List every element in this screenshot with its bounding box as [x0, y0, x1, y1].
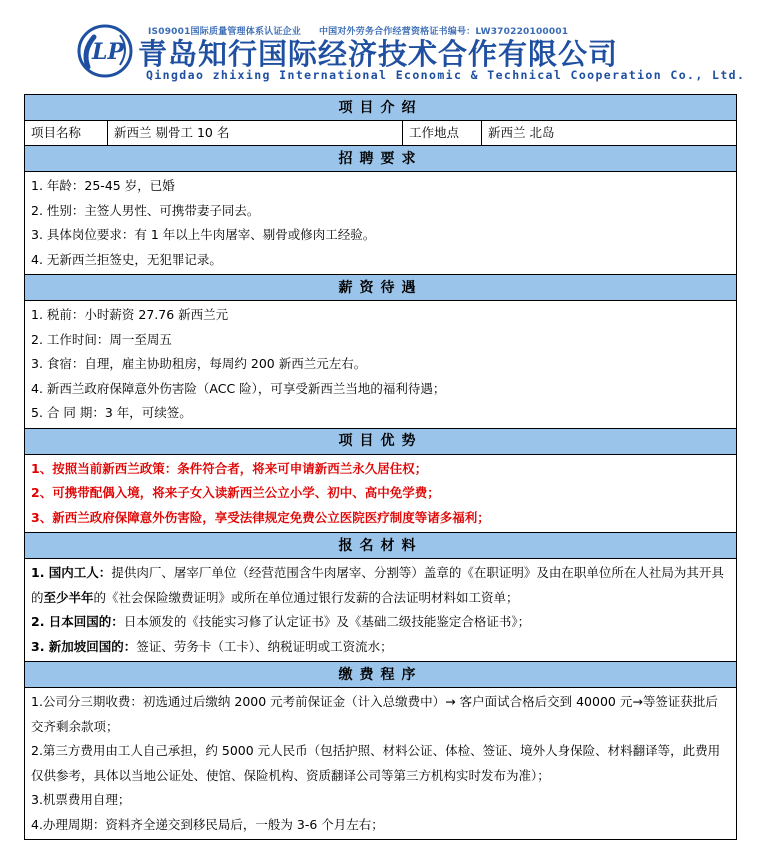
svg-text:LP: LP	[92, 39, 125, 65]
material-label: 2. 日本回国的：	[31, 614, 124, 629]
material-emphasis: 至少半年	[43, 589, 94, 605]
requirements-list	[25, 172, 737, 275]
salary-item: 4. 新西兰政府保障意外伤害险（ACC 险），可享受新西兰当地的福利待遇；	[31, 380, 446, 396]
material-text: 提供肉厂、屠宰厂单位（经营范围含牛肉屠宰、分割等）盖章的《在职证明》及由在职单位所在人社局为其开具的	[31, 565, 724, 605]
project-name-value: 新西兰 剔骨工 10 名	[108, 121, 403, 146]
advantage-item: 2、可携带配偶入境，将来子女入读新西兰公立小学、初中、高中免学费；	[31, 485, 440, 500]
fees-list	[25, 688, 737, 840]
salary-item: 1. 税前：小时薪资 27.76 新西兰元	[31, 307, 229, 322]
material-label: 1. 国内工人：	[31, 565, 112, 580]
project-name-label: 项目名称	[25, 121, 108, 146]
project-info-row	[25, 121, 737, 146]
salary-list	[25, 301, 737, 429]
material-item-japan	[31, 610, 730, 635]
requirement-item: 4. 无新西兰拒签史，无犯罪记录。	[31, 251, 222, 267]
fee-item: 2.第三方费用由工人自己承担，约 5000 元人民币（包括护照、材料公证、体检、签证、境外人身保险、材料翻译等，此费用仅供参考，具体以当地公证处、使馆、保险机构、资质翻译公司等第三方机构实时发布为准）；	[31, 743, 721, 783]
advantage-item: 1、按照当前新西兰政策：条件符合者，将来可申请新西兰永久居住权；	[31, 460, 428, 476]
salary-item: 3. 食宿：自理，雇主协助租房，每周约 200 新西兰元左右。	[31, 356, 367, 371]
material-text: 签证、劳务卡（工卡）、纳税证明或工资流水；	[136, 638, 393, 654]
advantage-item: 3、新西兰政府保障意外伤害险，享受法律规定免费公立医院医疗制度等诸多福利；	[31, 509, 490, 525]
requirement-item: 2. 性别：主签人男性、可携带妻子同去。	[31, 202, 260, 218]
section-title-salary: 薪资待遇	[25, 275, 737, 301]
materials-list	[25, 559, 737, 662]
company-logo-icon	[76, 21, 134, 79]
job-info-table	[24, 94, 737, 840]
iso-cert-text: IS09001国际质量管理体系认证企业	[148, 27, 301, 37]
section-title-materials: 报名材料	[25, 533, 737, 559]
salary-item: 2. 工作时间：周一至周五	[31, 331, 172, 347]
work-location-label: 工作地点	[403, 121, 482, 146]
material-label: 3. 新加坡回国的：	[31, 638, 137, 654]
requirement-item: 3. 具体岗位要求：有 1 年以上牛肉屠宰、剔骨或修肉工经验。	[31, 227, 376, 242]
work-location-value: 新西兰 北岛	[482, 121, 737, 146]
company-name-en: Qingdao zhixing International Economic & Technical Cooperation Co., Ltd.	[146, 68, 746, 82]
fee-item: 3.机票费用自理；	[31, 792, 131, 807]
fee-item: 1.公司分三期收费：初选通过后缴纳 2000 元考前保证金（计入总缴费中）→ 客户面试合格后交到 40000 元→等签证获批后交齐剩余款项；	[31, 694, 718, 734]
fee-item: 4.办理周期：资料齐全递交到移民局后，一般为 3-6 个月左右；	[31, 816, 384, 832]
labor-cert-text: 中国对外劳务合作经营资格证书编号：LW370220100001	[318, 27, 569, 37]
company-name-cn: 青岛知行国际经济技术合作有限公司	[138, 37, 619, 71]
advantages-list	[25, 454, 737, 533]
material-text: 的《社会保险缴费证明》或所在单位通过银行发薪的合法证明材料如工资单；	[93, 589, 519, 605]
material-item-singapore	[31, 635, 730, 660]
section-title-requirements: 招聘要求	[25, 146, 737, 172]
letterhead	[0, 0, 758, 92]
section-title-fees: 缴费程序	[25, 662, 737, 688]
section-title-advantages: 项目优势	[25, 428, 737, 454]
salary-item: 5. 合 同 期：3 年，可续签。	[31, 405, 192, 420]
material-item-domestic	[31, 561, 730, 610]
requirement-item: 1. 年龄：25-45 岁，已婚	[31, 178, 175, 193]
section-title-project: 项目介绍	[25, 95, 737, 121]
material-text: 日本颁发的《技能实习修了认定证书》及《基础二级技能鉴定合格证书》；	[123, 614, 531, 629]
